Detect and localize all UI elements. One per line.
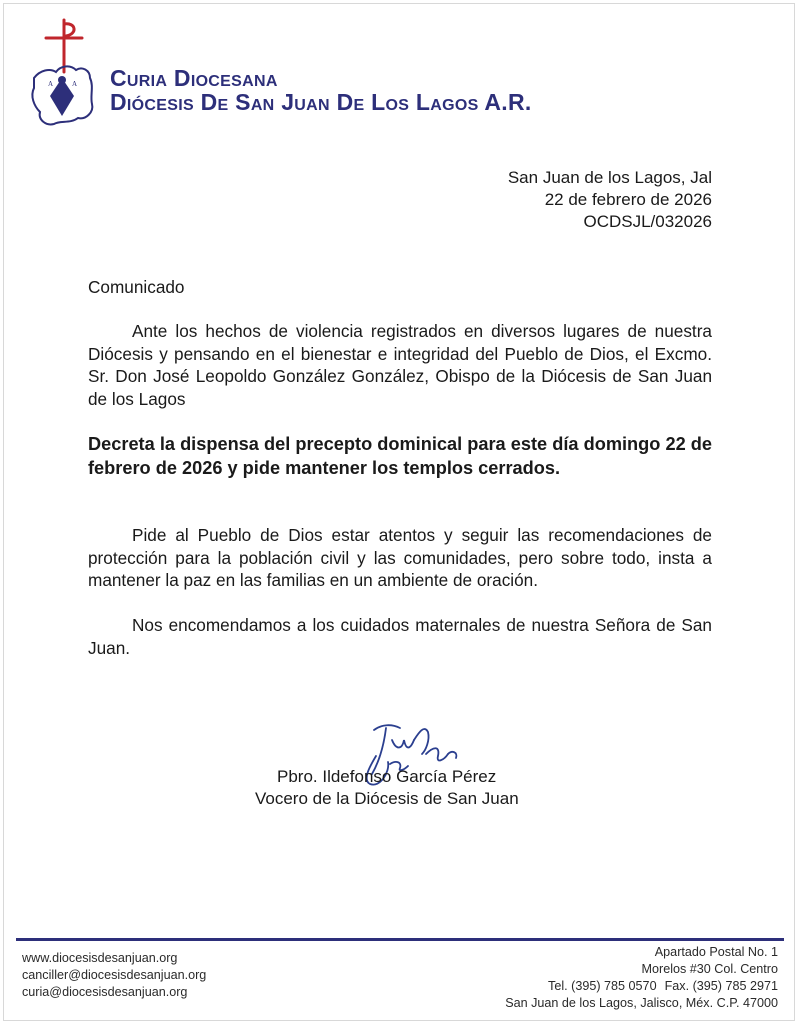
page-border: [3, 3, 795, 1021]
footer-email-canciller: canciller@diocesisdesanjuan.org: [22, 968, 207, 982]
footer-city: San Juan de los Lagos, Jalisco, Méx. C.P. 47000: [505, 996, 778, 1010]
signer-title: Vocero de la Diócesis de San Juan: [255, 789, 519, 808]
footer-website: www.diocesisdesanjuan.org: [22, 951, 178, 965]
footer-email-curia: curia@diocesisdesanjuan.org: [22, 985, 188, 999]
footer-address: [505, 944, 778, 1012]
org-name: Curia Diocesana: [110, 65, 278, 91]
place: San Juan de los Lagos, Jal: [507, 168, 712, 187]
paragraph-closing: Nos encomendamos a los cuidados maternales de nuestra Señora de San Juan.: [88, 615, 712, 658]
letterhead-org: [110, 66, 532, 114]
paragraph-recommendations: Pide al Pueblo de Dios estar atentos y seguir las recomendaciones de protección para la población civil y las comunidades, pero sobre todo, insta a mantener la paz en las familias en un ambiente de oración.: [88, 525, 712, 590]
svg-text:A: A: [48, 80, 54, 88]
footer-contacts: [22, 950, 206, 1001]
document-meta: [508, 167, 712, 233]
footer-street: Morelos #30 Col. Centro: [641, 962, 778, 976]
footer-fax: Fax. (395) 785 2971: [664, 979, 778, 993]
footer-tel: Tel. (395) 785 0570: [548, 979, 657, 993]
svg-text:A: A: [72, 80, 78, 88]
signer-block: [255, 766, 519, 810]
footer-divider: [16, 938, 784, 941]
signer-name: Pbro. Ildefonso García Pérez: [277, 767, 497, 786]
footer-po-box: Apartado Postal No. 1: [654, 945, 778, 959]
decree-statement: Decreta la dispensa del precepto dominical para este día domingo 22 de febrero de 2026 y pide mantener los templos cerrados.: [88, 434, 712, 478]
reference-number: OCDSJL/032026: [583, 212, 712, 231]
date: 22 de febrero de 2026: [544, 190, 712, 209]
paragraph-intro: Ante los hechos de violencia registrados en diversos lugares de nuestra Diócesis y pensando en el bienestar e integridad del Pueblo de Dios, el Excmo. Sr. Don José Leopoldo González González, Obispo de la Diócesis de San Juan de los Lagos: [88, 321, 712, 409]
diocese-map-cross-logo: [20, 16, 110, 136]
footer-phone-fax: [505, 978, 778, 995]
document-label: Comunicado: [88, 277, 185, 297]
org-diocese: Diócesis De San Juan De Los Lagos A.R.: [110, 89, 532, 115]
